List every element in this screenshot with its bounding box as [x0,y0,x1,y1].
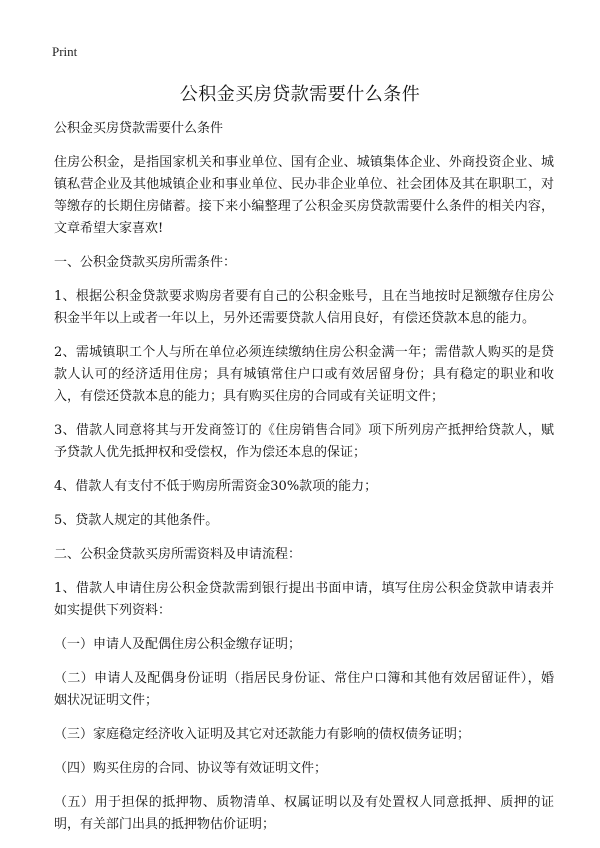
list-item: 5、贷款人规定的其他条件。 [54,513,219,528]
article-body [54,118,554,848]
print-link[interactable]: Print [52,44,78,59]
paragraph: 公积金买房贷款需要什么条件 [54,121,224,136]
section-heading: 一、公积金贷款买房所需条件： [54,255,237,270]
document-title: 公积金买房贷款需要什么条件 [179,84,421,105]
list-item: （四）购买住房的合同、协议等有效证明文件； [54,761,328,776]
paragraph: 住房公积金，是指国家机关和事业单位、国有企业、城镇集体企业、外商投资企业、城镇私营企业及其他城镇企业和事业单位、民办非企业单位、社会团体及其在职职工，对等缴存的长期住房储蓄。接下来小编整理了公积金买房贷款需要什么条件的相关内容，文章希望大家喜欢! [54,155,554,236]
list-item: （二）申请人及配偶身份证明（指居民身份证、常住户口簿和其他有效居留证件），婚姻状况证明文件； [54,671,554,708]
list-item: （五）用于担保的抵押物、质物清单、权属证明以及有处置权人同意抵押、质押的证明，有关部门出具的抵押物估价证明； [54,795,554,832]
list-item: 4、借款人有支付不低于购房所需资金30%款项的能力； [54,479,378,494]
section-heading: 二、公积金贷款买房所需资料及申请流程： [54,547,302,562]
list-item: 1、借款人申请住房公积金贷款需到银行提出书面申请，填写住房公积金贷款申请表并如实提供下列资料： [54,581,554,618]
list-item: （三）家庭稳定经济收入证明及其它对还款能力有影响的债权债务证明； [54,727,471,742]
list-item: 3、借款人同意将其与开发商签订的《住房销售合同》项下所列房产抵押给贷款人，赋予贷款人优先抵押权和受偿权，作为偿还本息的保证； [54,423,554,460]
list-item: （一）申请人及配偶住房公积金缴存证明； [54,637,302,652]
list-item: 1、根据公积金贷款要求购房者要有自己的公积金账号，且在当地按时足额缴存住房公积金半年以上或者一年以上，另外还需要贷款人信用良好，有偿还贷款本息的能力。 [54,289,554,326]
list-item: 2、需城镇职工个人与所在单位必须连续缴纳住房公积金满一年；需借款人购买的是贷款人认可的经济适用住房；具有城镇常住户口或有效居留身份；具有稳定的职业和收入，有偿还贷款本息的能力；具有购买住房的合同或有关证明文件； [54,345,554,404]
